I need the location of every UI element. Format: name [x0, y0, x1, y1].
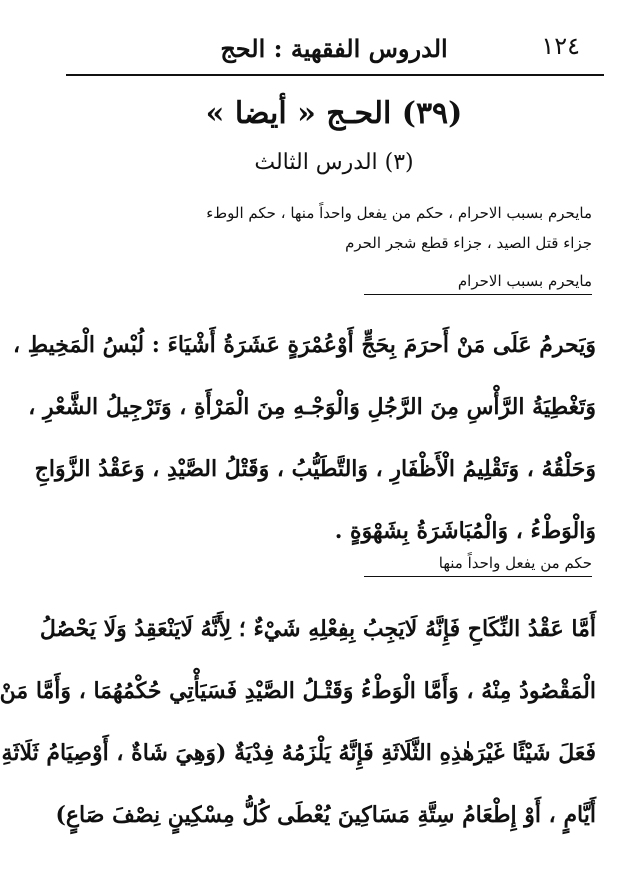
- body-line: وَيَحرمُ عَلَى مَنْ أَحرَمَ بِحَجٍّ أَوْعُمْرَةٍ عَشَرَةُ أَشْيَاءَ : لُبْسُ الْمَخِيطِ ،: [13, 332, 596, 358]
- body-line: وَحَلْقُهُ ، وَتَقْلِيمُ الْأَظْفَارِ ، وَالتَّطَيُّبُ ، وَقَتْلُ الصَّيْدِ ، وَعَقْدُ الزَّوَاجِ: [34, 456, 596, 482]
- header-rule: [66, 74, 604, 76]
- summary-line: جزاء قتل الصيد ، جزاء قطع شجر الحرم: [345, 234, 592, 252]
- lesson-summary: [76, 198, 592, 258]
- body-line: وَتَغْطِيَةُ الرَّأْسِ مِنَ الرَّجُلِ وَالْوَجْـهِ مِنَ الْمَرْأَةِ ، وَتَرْجِيلُ الشَّعْرِ ،: [28, 394, 596, 420]
- section-body-forbidden-acts: [13, 314, 596, 562]
- body-line: وَالْوَطْءُ ، وَالْمُبَاشَرَةُ بِشَهْوَةٍ .: [334, 518, 596, 544]
- running-header: [68, 28, 600, 68]
- running-title: الدروس الفقهية : الحج: [220, 33, 448, 63]
- page-number: ١٢٤: [541, 32, 580, 60]
- body-line: الْمَقْصُودُ مِنْهُ ، وَأَمَّا الْوَطْءُ وَقَتْـلُ الصَّيْدِ فَسَيَأْتِي حُكْمُهُمَا ، وَأَمَّا مَنْ: [0, 678, 596, 704]
- summary-line: مايحرم بسبب الاحرام ، حكم من يفعل واحداً منها ، حكم الوطء: [206, 204, 592, 222]
- lesson-title: (٣) الدرس الثالث: [254, 150, 414, 175]
- body-line: فَعَلَ شَيْئًا غَيْرَهٰذِهِ الثَّلَاثَةِ فَإِنَّهُ يَلْزَمُهُ فِدْيَةٌ (وَهِيَ شَاةٌ ، أَوْصِيَامُ ثَلَاثَةِ: [1, 740, 596, 766]
- body-line: أَمَّا عَقْدُ النِّكَاحِ فَإِنَّهُ لَايَجِبُ بِفِعْلِهِ شَيْءٌ ؛ لِأَنَّهُ لَايَنْعَقِدُ وَلَا يَحْصُلُ: [39, 616, 596, 642]
- section-body-ruling: [0, 598, 596, 846]
- body-line: أَيَّامٍ ، أَوْ إِطْعَامُ سِتَّةِ مَسَاكِينَ يُعْطَى كُلُّ مِسْكِينٍ نِصْفَ صَاعٍ): [55, 802, 596, 828]
- section-heading-ruling: حكم من يفعل واحداً منها: [364, 554, 592, 577]
- section-heading-forbidden-acts: مايحرم بسبب الاحرام: [364, 272, 592, 295]
- chapter-title: (٣٩) الحـج « أيضا »: [205, 96, 463, 131]
